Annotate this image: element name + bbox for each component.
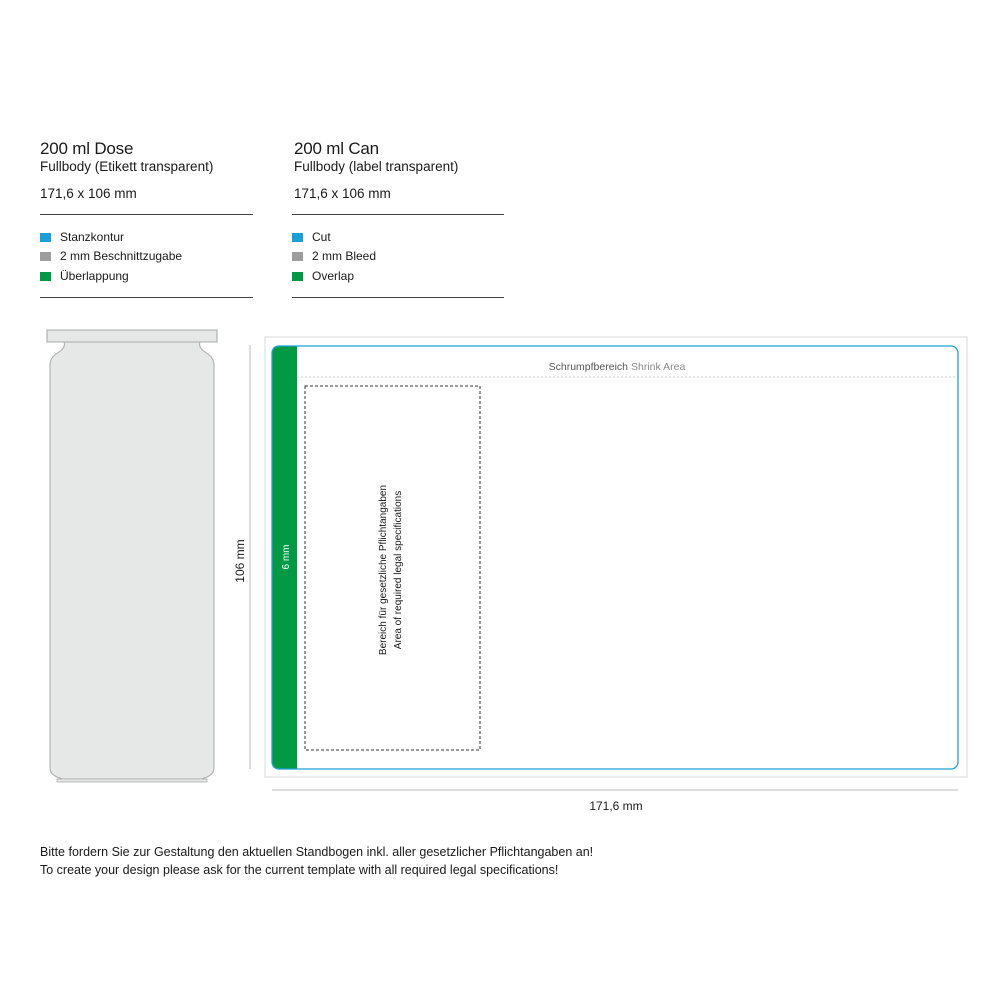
title-en: 200 ml Can: [294, 139, 379, 158]
legal-area-label-en: Area of required legal specifications: [393, 490, 404, 650]
shrink-area-label-de: Schrumpfbereich: [548, 361, 628, 373]
shrink-area-label-en: Shrink Area: [631, 361, 686, 373]
cut-contour: [272, 346, 958, 769]
title-de: 200 ml Dose: [40, 139, 134, 158]
subtitle-de: Fullbody (Etikett transparent): [40, 159, 214, 174]
bleed-frame: [265, 337, 967, 777]
footnote-de: Bitte fordern Sie zur Gestaltung den aktuellen Standbogen inkl. aller gesetzlicher Pflichtangaben an!: [40, 845, 594, 859]
legend-label: Stanzkontur: [60, 230, 125, 244]
width-label: 171,6 mm: [589, 799, 643, 813]
legend-label: Überlappung: [60, 269, 129, 283]
footnote: [40, 843, 593, 879]
legend-label: Overlap: [312, 269, 355, 283]
legend-label: Cut: [312, 230, 331, 244]
footnote-en: To create your design please ask for the current template with all required legal specifications!: [40, 863, 559, 877]
dimensions-de: 171,6 x 106 mm: [40, 186, 137, 201]
can-base: [57, 779, 207, 782]
overlap-label: 6 mm: [281, 544, 292, 570]
can-lid: [47, 330, 217, 342]
can-silhouette: [47, 330, 217, 782]
legend-label: 2 mm Beschnittzugabe: [60, 249, 183, 263]
height-label: 106 mm: [233, 539, 247, 583]
can-body: [50, 342, 214, 779]
subtitle-en: Fullbody (label transparent): [294, 159, 459, 174]
dimensions-en: 171,6 x 106 mm: [294, 186, 391, 201]
legal-area-label-de: Bereich für gesetzliche Pflichtangaben: [378, 484, 389, 656]
legend-label: 2 mm Bleed: [312, 249, 377, 263]
